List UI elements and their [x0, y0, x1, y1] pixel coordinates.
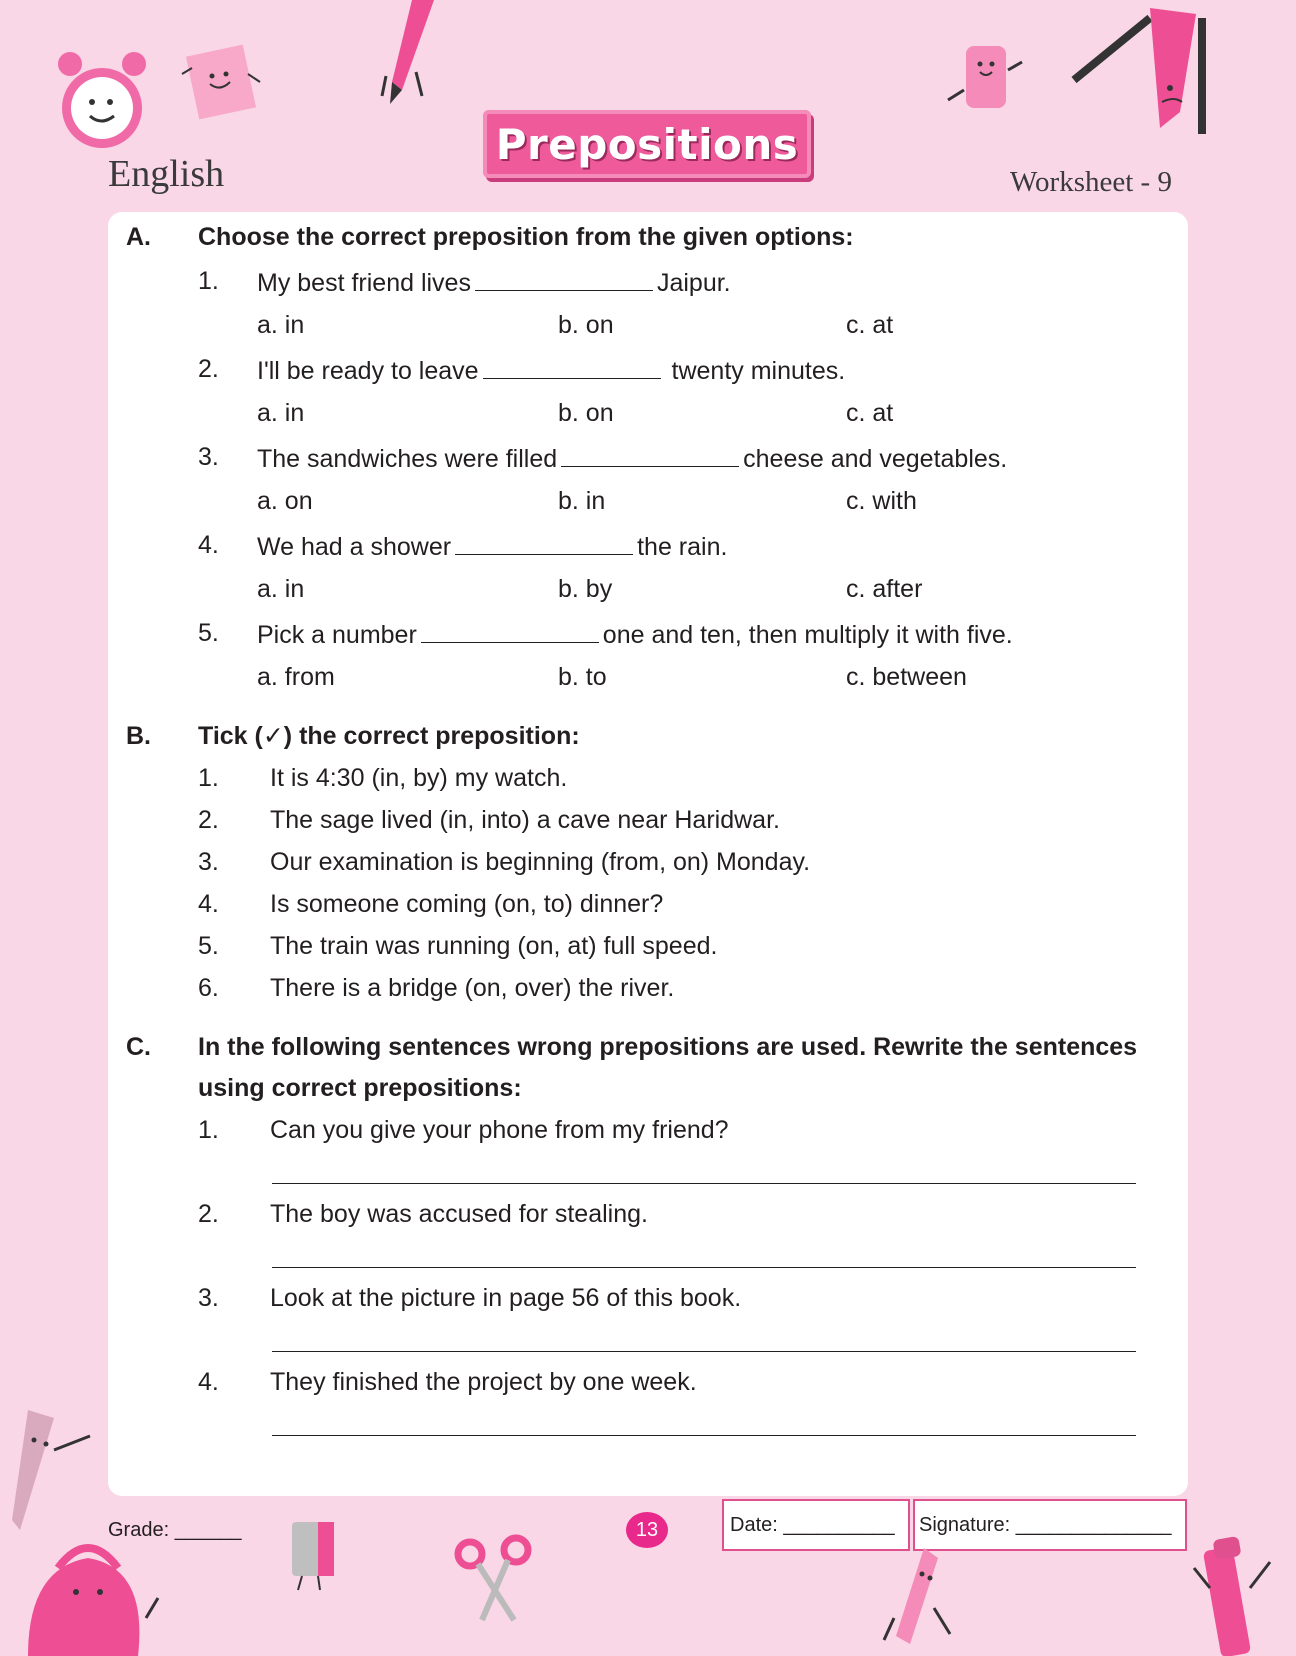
section-a-letter: A.	[126, 223, 151, 251]
question-number: 3.	[198, 443, 219, 471]
option[interactable]: a. in	[257, 399, 305, 427]
date-field: Date: __________	[730, 1514, 895, 1536]
list-number: 4.	[198, 890, 219, 918]
section-a-instruction: Choose the correct preposition from the given options:	[198, 223, 854, 251]
section-c-instruction-cont: using correct prepositions:	[198, 1074, 522, 1102]
list-number: 2.	[198, 1200, 219, 1228]
section-b-instruction: Tick (✓) the correct preposition:	[198, 721, 580, 750]
question-text: I'll be ready to leave twenty minutes.	[257, 354, 845, 386]
question-number: 1.	[198, 267, 219, 295]
list-number: 4.	[198, 1368, 219, 1396]
answer-blank[interactable]	[561, 442, 739, 467]
worksheet-number: Worksheet - 9	[1010, 166, 1172, 198]
option[interactable]: b. by	[558, 575, 613, 603]
option[interactable]: a. on	[257, 487, 313, 515]
list-number: 1.	[198, 764, 219, 792]
list-item: The boy was accused for stealing.	[270, 1200, 648, 1228]
answer-line[interactable]	[272, 1183, 1136, 1184]
sharpener-icon	[284, 1520, 344, 1590]
date-box[interactable]	[722, 1499, 910, 1551]
grade-field[interactable]: Grade: ______	[108, 1519, 242, 1541]
section-b-letter: B.	[126, 722, 151, 750]
signature-field: Signature: ______________	[919, 1514, 1172, 1536]
list-number: 3.	[198, 1284, 219, 1312]
option[interactable]: c. at	[846, 399, 894, 427]
tick-icon: ✓	[262, 721, 284, 750]
option[interactable]: b. in	[558, 487, 606, 515]
pen-icon	[1190, 1538, 1290, 1656]
list-number: 5.	[198, 932, 219, 960]
pencil-icon	[382, 0, 442, 110]
page-title: Prepositions	[495, 119, 799, 169]
section-c-letter: C.	[126, 1033, 151, 1061]
bag-icon	[18, 1528, 158, 1656]
answer-line[interactable]	[272, 1267, 1136, 1268]
list-item: Our examination is beginning (from, on) Monday.	[270, 848, 811, 876]
pencil-ruler-icon	[1070, 8, 1210, 138]
list-item: The train was running (on, at) full speed.	[270, 932, 718, 960]
list-number: 2.	[198, 806, 219, 834]
option[interactable]: a. from	[257, 663, 335, 691]
section-c-instruction: In the following sentences wrong prepositions are used. Rewrite the sentences	[198, 1033, 1138, 1061]
answer-blank[interactable]	[483, 354, 661, 379]
question-text: We had a shower the rain.	[257, 530, 727, 562]
alarm-clock-icon	[52, 46, 152, 156]
question-number: 4.	[198, 531, 219, 559]
pencil-character-icon	[884, 1548, 954, 1648]
option[interactable]: b. on	[558, 311, 614, 339]
answer-line[interactable]	[272, 1351, 1136, 1352]
page-number: 13	[626, 1512, 668, 1548]
list-number: 6.	[198, 974, 219, 1002]
list-item: It is 4:30 (in, by) my watch.	[270, 764, 568, 792]
eraser-icon	[944, 40, 1024, 120]
ruler-icon	[10, 1410, 100, 1530]
option[interactable]: c. with	[846, 487, 917, 515]
list-item: There is a bridge (on, over) the river.	[270, 974, 675, 1002]
question-text: The sandwiches were filled cheese and vegetables.	[257, 442, 1007, 474]
question-number: 5.	[198, 619, 219, 647]
question-number: 2.	[198, 355, 219, 383]
title-banner	[483, 110, 811, 178]
option[interactable]: b. on	[558, 399, 614, 427]
answer-blank[interactable]	[421, 618, 599, 643]
list-item: Can you give your phone from my friend?	[270, 1116, 729, 1144]
list-number: 3.	[198, 848, 219, 876]
question-text: My best friend lives Jaipur.	[257, 266, 731, 298]
list-item: Look at the picture in page 56 of this book.	[270, 1284, 742, 1312]
question-text: Pick a number one and ten, then multiply it with five.	[257, 618, 1013, 650]
list-item: They finished the project by one week.	[270, 1368, 697, 1396]
list-item: The sage lived (in, into) a cave near Haridwar.	[270, 806, 780, 834]
option[interactable]: c. at	[846, 311, 894, 339]
list-number: 1.	[198, 1116, 219, 1144]
subject-label: English	[108, 153, 225, 195]
option[interactable]: c. between	[846, 663, 967, 691]
answer-blank[interactable]	[475, 266, 653, 291]
answer-line[interactable]	[272, 1435, 1136, 1436]
option[interactable]: a. in	[257, 311, 305, 339]
list-item: Is someone coming (on, to) dinner?	[270, 890, 664, 918]
option[interactable]: c. after	[846, 575, 923, 603]
signature-box[interactable]	[913, 1499, 1187, 1551]
answer-blank[interactable]	[455, 530, 633, 555]
scissors-icon	[454, 1536, 534, 1620]
option[interactable]: b. to	[558, 663, 607, 691]
option[interactable]: a. in	[257, 575, 305, 603]
notepad-icon	[178, 44, 262, 124]
